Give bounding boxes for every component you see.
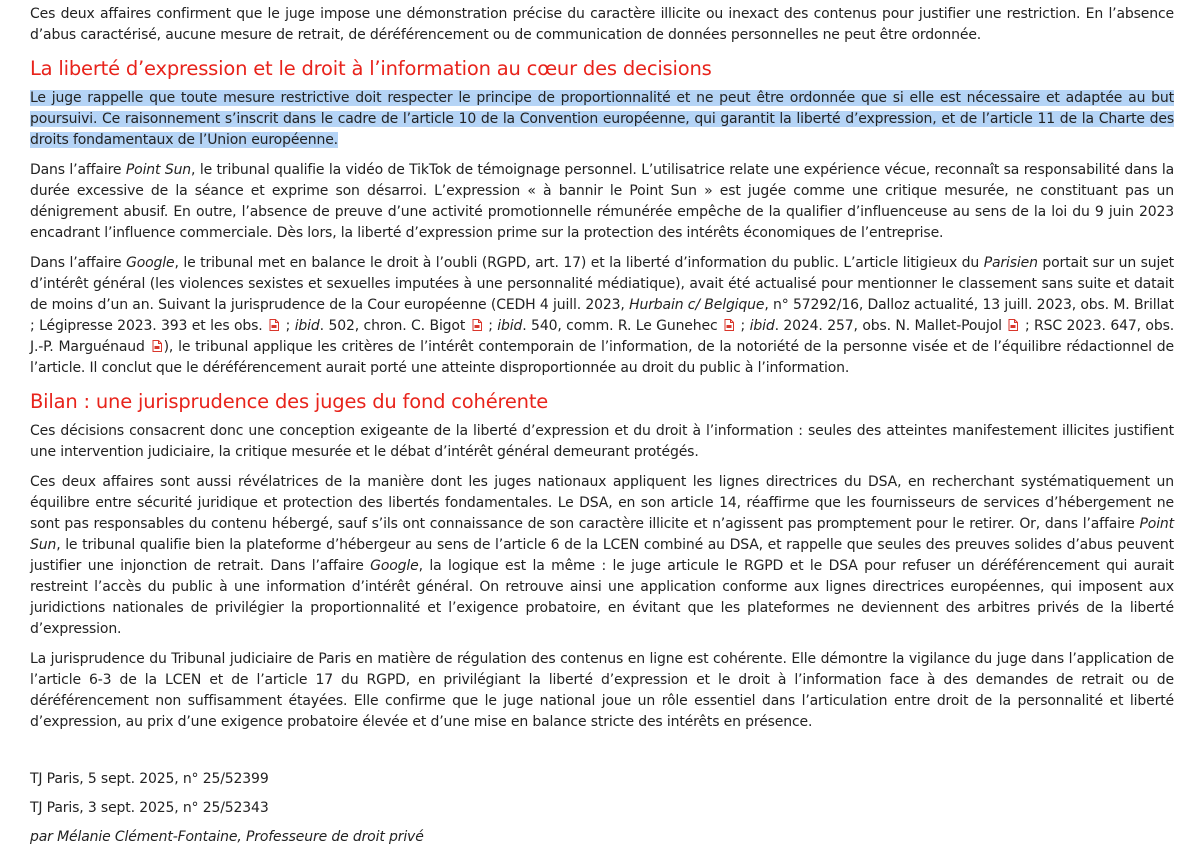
paragraph-intro: Ces deux affaires confirment que le juge impose une démonstration précise du caractère illicite ou inexact des contenus pour justifier une restriction. En l’absence d’abus caractérisé, aucune mesure de retrait, de déréférencement ou de communication de données personnelles ne peut être ordonnée. [30,6,1174,43]
text-selection[interactable]: Le juge rappelle que toute mesure restrictive doit respecter le principe de proportionnalité et ne peut être ordonnée que si elle est nécessaire et adaptée au but poursuivi. Ce raisonnement s’inscrit dans le cadre de l’article 10 de la Convention européenne, qui garantit la liberté d’expression, et de l’article 11 de la Charte des droits fondamentaux de l’Union européenne. [30,90,1174,148]
reference-1: TJ Paris, 5 sept. 2025, n° 25/52399 [30,771,269,787]
paragraph-point-sun: Dans l’affaire Point Sun, le tribunal qualifie la vidéo de TikTok de témoignage personnel. L’utilisatrice relate une expérience vécue, reconnaît sa responsabilité dans la durée excessive de la séance et exprime son désarroi. L’expression « à bannir le Point Sun » est jugée comme une critique mesurée, ne constituant pas un dénigrement abusif. En outre, l’absence de preuve d’une activité promotionnelle rémunérée empêche de la qualifier d’influenceuse au sens de la loi du 9 juin 2023 encadrant l’influence commerciale. Dès lors, la liberté d’expression prime sur la protection des intérêts économiques de l’entreprise. [30,162,1175,241]
paragraph-bilan-3: La jurisprudence du Tribunal judiciaire de Paris en matière de régulation des contenus en ligne est cohérente. Elle démontre la vigilance du juge dans l’application de l’article 6-3 de la LCEN et de l’article 17 du RGPD, en privilégiant la liberté d’expression et le droit à l’information face à des demandes de retrait ou de déréférencement non suffisamment étayées. Elle confirme que le juge national joue un rôle essentiel dans l’articulation entre droit de la personnalité et liberté d’expression, au prix d’une exigence probatoire élevée et d’une mise en balance stricte des intérêts en présence. [30,651,1174,730]
section-heading-liberte: La liberté d’expression et le droit à l’information au cœur des decisions [30,57,712,80]
pdf-icon[interactable] [724,319,734,331]
reference-2: TJ Paris, 3 sept. 2025, n° 25/52343 [30,800,269,816]
references [30,769,1174,848]
paragraph-highlighted[interactable] [30,88,1174,151]
author-byline: par Mélanie Clément-Fontaine, Professeure de droit privé [30,829,424,845]
pdf-icon[interactable] [472,319,482,331]
section-heading-bilan: Bilan : une jurisprudence des juges du fond cohérente [30,390,549,413]
paragraph-bilan-2: Ces deux affaires sont aussi révélatrices de la manière dont les juges nationaux appliquent les lignes directrices du DSA, en recherchant systématiquement un équilibre entre sécurité juridique et protection des libertés fondamentales. Le DSA, en son article 14, réaffirme que les fournisseurs de services d’hébergement ne sont pas responsables du contenu hébergé, sauf s’ils ont connaissance de son caractère illicite et n’agissent pas promptement pour le retirer. Or, dans l’affaire Point Sun, le tribunal qualifie bien la plateforme d’hébergeur au sens de l’article 6 de la LCEN combiné au DSA, et rappelle que seules des preuves solides d’abus peuvent justifier une injonction de retrait. Dans l’affaire Google, la logique est la même : le juge articule le RGPD et le DSA pour refuser un déréférencement qui aurait restreint l’accès du public à une information d’intérêt général. On retrouve ainsi une application conforme aux lignes directrices européennes, qui imposent aux juridictions nationales de privilégier la proportionnalité et l’exigence probatoire, en évitant que les plateformes ne deviennent des arbitres privés de la liberté d’expression. [30,474,1174,637]
paragraph-bilan-1: Ces décisions consacrent donc une conception exigeante de la liberté d’expression et du droit à l’information : seules des atteintes manifestement illicites justifient une intervention judiciaire, la critique mesurée et le débat d’intérêt général demeurant protégés. [30,423,1174,460]
paragraph-google: Dans l’affaire Google, le tribunal met en balance le droit à l’oubli (RGPD, art. 17) et la liberté d’information du public. L’article litigieux du Parisien portait sur un sujet d’intérêt général (les violences sexistes et sexuelles imputées à une personnalité médiatique), avait été actualisé pour mentionner le classement sans suite et datait de moins d’un an. Suivant la jurisprudence de la Cour européenne (CEDH 4 juill. 2023, Hurbain c/ Belgique, n° 57292/16, Dalloz actualité, 13 juill. 2023, obs. M. Brillat ; Légipresse 2023. 393 et les obs. ; ibid. 502, chron. C. Bigot ; ibid. 540, comm. R. Le Gunehec ; ibid. 2024. 257, obs. N. Mallet-Poujol ; RSC 2023. 647, obs. J.-P. Marguénaud ), le tribunal applique les critères de l’intérêt contemporain de l’information, de la notoriété de la personne visée et de l’équilibre rédactionnel de l’article. Il conclut que le déréférencement aurait porté une atteinte disproportionnée au droit du public à l’information. [30,255,1175,376]
pdf-icon[interactable] [269,319,279,331]
pdf-icon[interactable] [152,340,162,352]
pdf-icon[interactable] [1008,319,1018,331]
